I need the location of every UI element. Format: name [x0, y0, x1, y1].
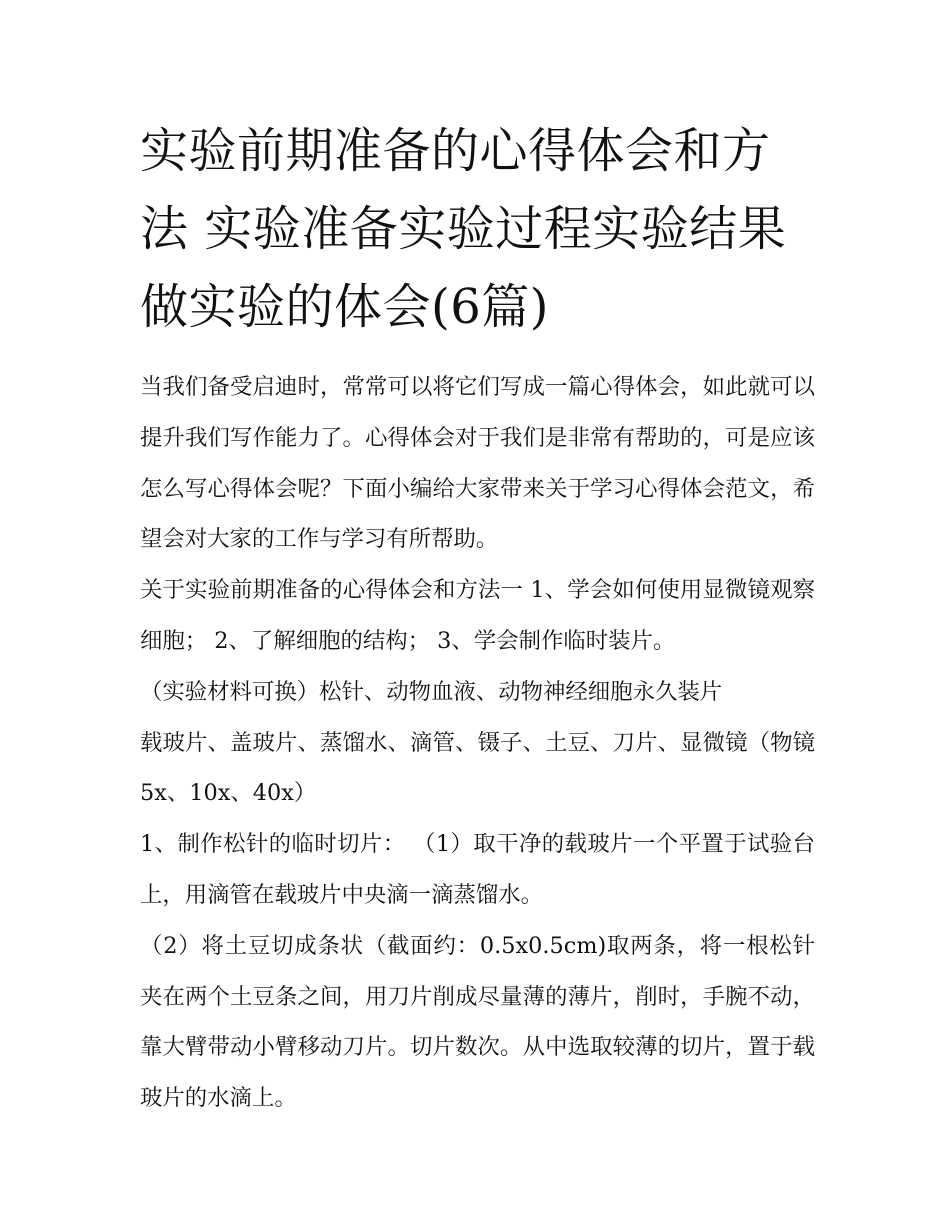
paragraph-objectives: 关于实验前期准备的心得体会和方法一 1、学会如何使用显微镜观察细胞； 2、了解细胞的结构； 3、学会制作临时装片。 [140, 577, 815, 654]
paragraph-step-1: 1、制作松针的临时切片： （1）取干净的载玻片一个平置于试验台上，用滴管在载玻片中央滴一滴蒸馏水。 [140, 831, 815, 908]
paragraph-equipment: 载玻片、盖玻片、蒸馏水、滴管、镊子、土豆、刀片、显微镜（物镜 5x、10x、40x） [140, 729, 815, 807]
document-title: 实验前期准备的心得体会和方法 实验准备实验过程实验结果做实验的体会(6篇) [140, 123, 787, 335]
intro-paragraph: 当我们备受启迪时，常常可以将它们写成一篇心得体会，如此就可以提升我们写作能力了。心得体会对于我们是非常有帮助的，可是应该怎么写心得体会呢？下面小编给大家带来关于学习心得体会范文，希望会对大家的工作与学习有所帮助。 [140, 374, 815, 553]
paragraph-materials: （实验材料可换）松针、动物血液、动物神经细胞永久装片 [140, 678, 723, 705]
document-page [140, 112, 815, 1124]
paragraph-step-2: （2）将土豆切成条状（截面约：0.5x0.5cm)取两条，将一根松针夹在两个土豆条之间，用刀片削成尽量薄的薄片，削时，手腕不动，靠大臂带动小臂移动刀片。切片数次。从中选取较薄的切片，置于载玻片的水滴上。 [140, 932, 815, 1112]
